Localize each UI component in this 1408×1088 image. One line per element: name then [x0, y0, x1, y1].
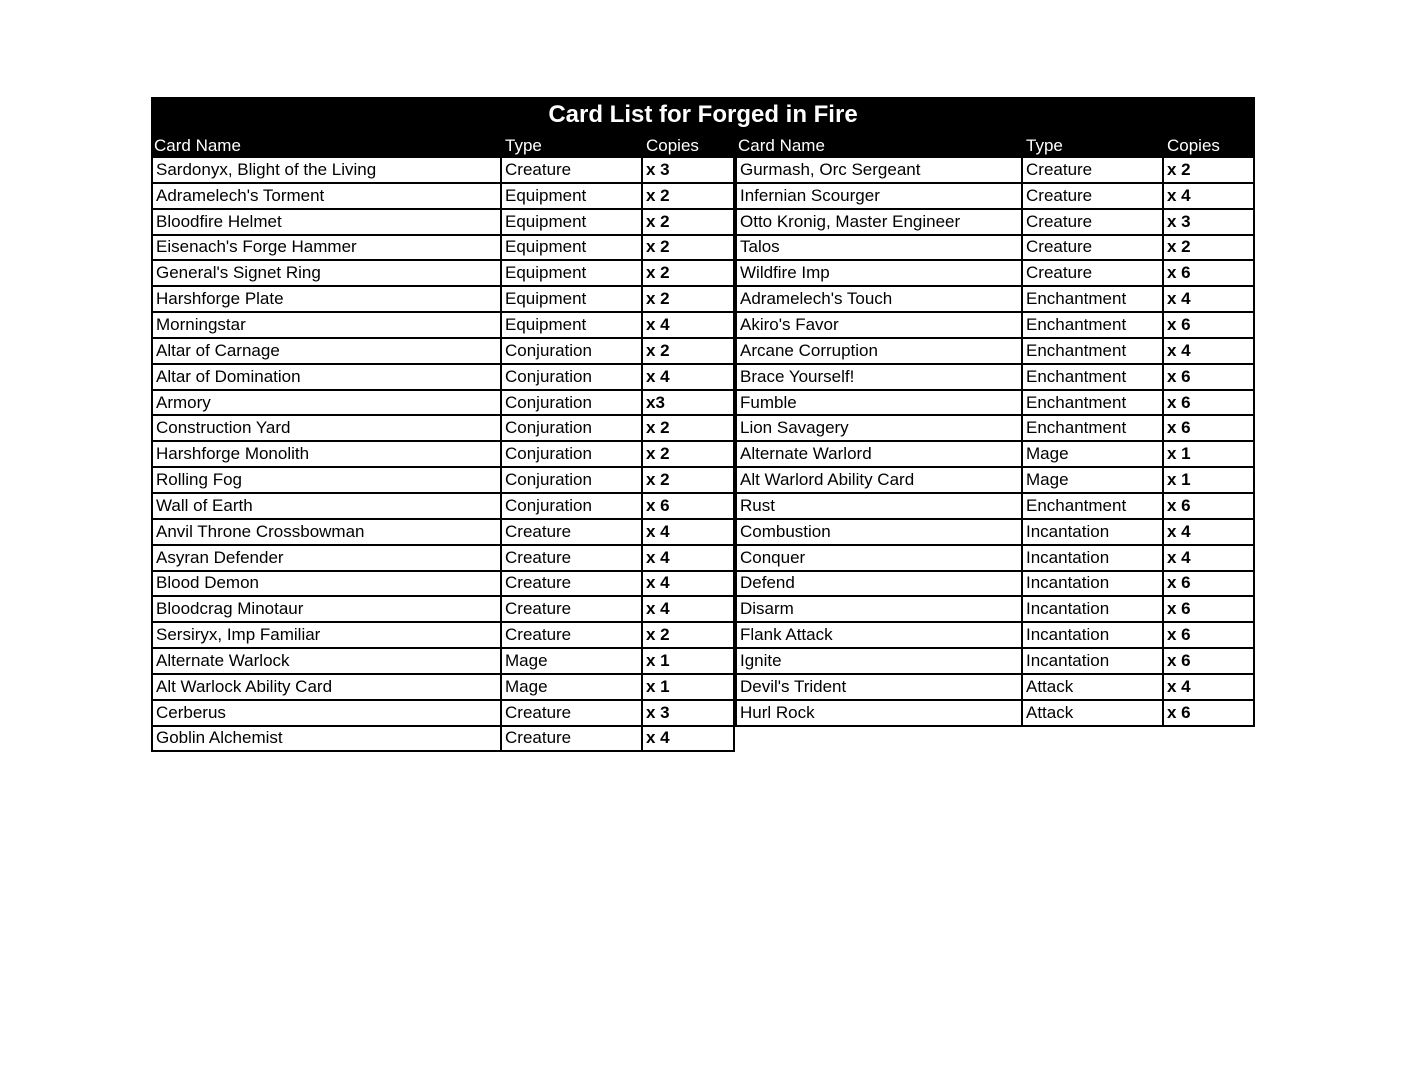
card-type-cell: Enchantment [1023, 494, 1164, 520]
table-row [151, 546, 735, 572]
card-name-cell: Wall of Earth [151, 494, 502, 520]
card-name-cell: Cerberus [151, 701, 502, 727]
table-row [151, 701, 735, 727]
card-type-cell: Enchantment [1023, 416, 1164, 442]
table-row [735, 494, 1255, 520]
card-name-cell: Altar of Carnage [151, 339, 502, 365]
card-name-cell: Eisenach's Forge Hammer [151, 236, 502, 262]
table-row [735, 701, 1255, 727]
table-row [735, 416, 1255, 442]
card-name-cell: Brace Yourself! [735, 365, 1023, 391]
card-copies-cell: x 2 [643, 210, 735, 236]
card-copies-cell: x 6 [1164, 623, 1255, 649]
card-copies-cell: x 6 [1164, 365, 1255, 391]
card-name-cell: Gurmash, Orc Sergeant [735, 158, 1023, 184]
card-name-cell: Rolling Fog [151, 468, 502, 494]
card-copies-cell: x 4 [643, 546, 735, 572]
table-row [735, 572, 1255, 598]
card-copies-cell: x 4 [643, 727, 735, 753]
card-name-cell: Construction Yard [151, 416, 502, 442]
card-copies-cell: x 4 [643, 597, 735, 623]
card-type-cell: Creature [1023, 236, 1164, 262]
card-type-cell: Enchantment [1023, 365, 1164, 391]
header-copies-left: Copies [646, 135, 699, 155]
card-name-cell: Talos [735, 236, 1023, 262]
card-name-cell: Adramelech's Torment [151, 184, 502, 210]
card-name-cell: Bloodcrag Minotaur [151, 597, 502, 623]
card-type-cell: Enchantment [1023, 313, 1164, 339]
table-row [151, 442, 735, 468]
table-row [151, 675, 735, 701]
card-type-cell: Creature [502, 520, 643, 546]
card-copies-cell: x 6 [1164, 649, 1255, 675]
card-copies-cell: x 2 [643, 184, 735, 210]
card-type-cell: Incantation [1023, 546, 1164, 572]
card-type-cell: Creature [1023, 261, 1164, 287]
card-copies-cell: x 6 [643, 494, 735, 520]
table-row [151, 210, 735, 236]
header-type-right: Type [1026, 135, 1063, 155]
card-name-cell: Disarm [735, 597, 1023, 623]
card-type-cell: Creature [502, 546, 643, 572]
card-type-cell: Equipment [502, 210, 643, 236]
card-copies-cell: x3 [643, 391, 735, 417]
table-row [735, 391, 1255, 417]
card-copies-cell: x 2 [1164, 236, 1255, 262]
card-copies-cell: x 6 [1164, 701, 1255, 727]
card-name-cell: Harshforge Monolith [151, 442, 502, 468]
table-row [151, 572, 735, 598]
card-copies-cell: x 4 [1164, 339, 1255, 365]
card-type-cell: Creature [502, 701, 643, 727]
table-row [151, 649, 735, 675]
header-card-name-right: Card Name [738, 135, 825, 155]
card-copies-cell: x 1 [643, 675, 735, 701]
card-name-cell: Goblin Alchemist [151, 727, 502, 753]
table-row [735, 158, 1255, 184]
card-type-cell: Creature [502, 727, 643, 753]
card-copies-cell: x 2 [643, 339, 735, 365]
table-row [735, 442, 1255, 468]
card-type-cell: Creature [502, 572, 643, 598]
card-name-cell: Devil's Trident [735, 675, 1023, 701]
table-row [735, 210, 1255, 236]
card-type-cell: Equipment [502, 184, 643, 210]
column-header-row [151, 133, 1255, 158]
table-row [151, 468, 735, 494]
table-row [151, 520, 735, 546]
card-type-cell: Conjuration [502, 494, 643, 520]
card-type-cell: Conjuration [502, 365, 643, 391]
card-name-cell: Defend [735, 572, 1023, 598]
card-type-cell: Conjuration [502, 416, 643, 442]
card-type-cell: Conjuration [502, 468, 643, 494]
card-copies-cell: x 2 [643, 416, 735, 442]
card-type-cell: Creature [1023, 184, 1164, 210]
table-row [151, 416, 735, 442]
header-card-name-left: Card Name [154, 135, 241, 155]
table-row [151, 313, 735, 339]
table-row [151, 158, 735, 184]
card-copies-cell: x 4 [643, 365, 735, 391]
card-name-cell: Sardonyx, Blight of the Living [151, 158, 502, 184]
table-row [735, 546, 1255, 572]
table-row [151, 184, 735, 210]
card-copies-cell: x 1 [1164, 468, 1255, 494]
card-copies-cell: x 2 [643, 287, 735, 313]
card-copies-cell: x 4 [1164, 520, 1255, 546]
card-copies-cell: x 1 [643, 649, 735, 675]
card-name-cell: Anvil Throne Crossbowman [151, 520, 502, 546]
card-type-cell: Incantation [1023, 649, 1164, 675]
card-copies-cell: x 4 [1164, 287, 1255, 313]
card-copies-cell: x 2 [643, 236, 735, 262]
card-copies-cell: x 4 [643, 572, 735, 598]
card-name-cell: General's Signet Ring [151, 261, 502, 287]
table-row [151, 261, 735, 287]
card-name-cell: Lion Savagery [735, 416, 1023, 442]
card-name-cell: Alternate Warlord [735, 442, 1023, 468]
card-copies-cell: x 6 [1164, 416, 1255, 442]
table-row [735, 287, 1255, 313]
card-type-cell: Attack [1023, 675, 1164, 701]
card-copies-cell: x 4 [1164, 546, 1255, 572]
table-row [151, 287, 735, 313]
table-row [735, 623, 1255, 649]
table-row [735, 597, 1255, 623]
table-row [151, 597, 735, 623]
card-type-cell: Mage [502, 649, 643, 675]
table-row [151, 339, 735, 365]
card-name-cell: Alternate Warlock [151, 649, 502, 675]
card-type-cell: Enchantment [1023, 391, 1164, 417]
card-name-cell: Arcane Corruption [735, 339, 1023, 365]
card-name-cell: Bloodfire Helmet [151, 210, 502, 236]
card-name-cell: Harshforge Plate [151, 287, 502, 313]
card-name-cell: Rust [735, 494, 1023, 520]
table-row [735, 313, 1255, 339]
card-type-cell: Enchantment [1023, 339, 1164, 365]
table-row [735, 339, 1255, 365]
card-type-cell: Mage [502, 675, 643, 701]
card-copies-cell: x 4 [1164, 675, 1255, 701]
card-copies-cell: x 6 [1164, 494, 1255, 520]
header-type-left: Type [505, 135, 542, 155]
card-type-cell: Enchantment [1023, 287, 1164, 313]
table-row [735, 236, 1255, 262]
card-type-cell: Mage [1023, 468, 1164, 494]
card-copies-cell: x 4 [643, 313, 735, 339]
card-type-cell: Creature [502, 597, 643, 623]
card-copies-cell: x 2 [1164, 158, 1255, 184]
card-name-cell: Combustion [735, 520, 1023, 546]
table-row [151, 236, 735, 262]
table-row [735, 520, 1255, 546]
card-type-cell: Attack [1023, 701, 1164, 727]
card-name-cell: Ignite [735, 649, 1023, 675]
card-copies-cell: x 6 [1164, 572, 1255, 598]
card-name-cell: Blood Demon [151, 572, 502, 598]
right-card-table [735, 158, 1255, 727]
table-row [151, 494, 735, 520]
card-list-sheet [151, 97, 1255, 748]
card-copies-cell: x 4 [643, 520, 735, 546]
card-name-cell: Asyran Defender [151, 546, 502, 572]
card-name-cell: Alt Warlock Ability Card [151, 675, 502, 701]
card-name-cell: Fumble [735, 391, 1023, 417]
card-copies-cell: x 3 [1164, 210, 1255, 236]
header-copies-right: Copies [1167, 135, 1220, 155]
card-copies-cell: x 3 [643, 158, 735, 184]
card-copies-cell: x 3 [643, 701, 735, 727]
card-name-cell: Otto Kronig, Master Engineer [735, 210, 1023, 236]
card-type-cell: Creature [1023, 158, 1164, 184]
card-copies-cell: x 2 [643, 261, 735, 287]
card-type-cell: Creature [502, 158, 643, 184]
card-type-cell: Conjuration [502, 391, 643, 417]
table-row [735, 261, 1255, 287]
card-type-cell: Mage [1023, 442, 1164, 468]
card-type-cell: Equipment [502, 261, 643, 287]
card-name-cell: Akiro's Favor [735, 313, 1023, 339]
left-card-table [151, 158, 735, 752]
card-copies-cell: x 6 [1164, 313, 1255, 339]
card-name-cell: Hurl Rock [735, 701, 1023, 727]
table-row [151, 623, 735, 649]
card-type-cell: Incantation [1023, 520, 1164, 546]
table-row [735, 675, 1255, 701]
card-copies-cell: x 1 [1164, 442, 1255, 468]
card-name-cell: Morningstar [151, 313, 502, 339]
card-copies-cell: x 2 [643, 623, 735, 649]
table-row [735, 365, 1255, 391]
card-copies-cell: x 6 [1164, 391, 1255, 417]
card-name-cell: Armory [151, 391, 502, 417]
card-name-cell: Sersiryx, Imp Familiar [151, 623, 502, 649]
card-copies-cell: x 2 [643, 468, 735, 494]
card-type-cell: Equipment [502, 313, 643, 339]
card-type-cell: Incantation [1023, 623, 1164, 649]
card-name-cell: Wildfire Imp [735, 261, 1023, 287]
card-name-cell: Adramelech's Touch [735, 287, 1023, 313]
card-type-cell: Equipment [502, 236, 643, 262]
card-copies-cell: x 6 [1164, 261, 1255, 287]
card-name-cell: Conquer [735, 546, 1023, 572]
card-name-cell: Altar of Domination [151, 365, 502, 391]
card-name-cell: Infernian Scourger [735, 184, 1023, 210]
card-type-cell: Creature [1023, 210, 1164, 236]
table-row [151, 727, 735, 753]
table-row [735, 649, 1255, 675]
card-copies-cell: x 6 [1164, 597, 1255, 623]
card-type-cell: Creature [502, 623, 643, 649]
sheet-title: Card List for Forged in Fire [151, 97, 1255, 133]
table-row [735, 468, 1255, 494]
card-copies-cell: x 2 [643, 442, 735, 468]
table-row [151, 391, 735, 417]
card-type-cell: Conjuration [502, 339, 643, 365]
card-type-cell: Incantation [1023, 572, 1164, 598]
card-type-cell: Incantation [1023, 597, 1164, 623]
card-name-cell: Alt Warlord Ability Card [735, 468, 1023, 494]
table-row [735, 184, 1255, 210]
card-name-cell: Flank Attack [735, 623, 1023, 649]
card-copies-cell: x 4 [1164, 184, 1255, 210]
card-type-cell: Equipment [502, 287, 643, 313]
card-type-cell: Conjuration [502, 442, 643, 468]
table-row [151, 365, 735, 391]
